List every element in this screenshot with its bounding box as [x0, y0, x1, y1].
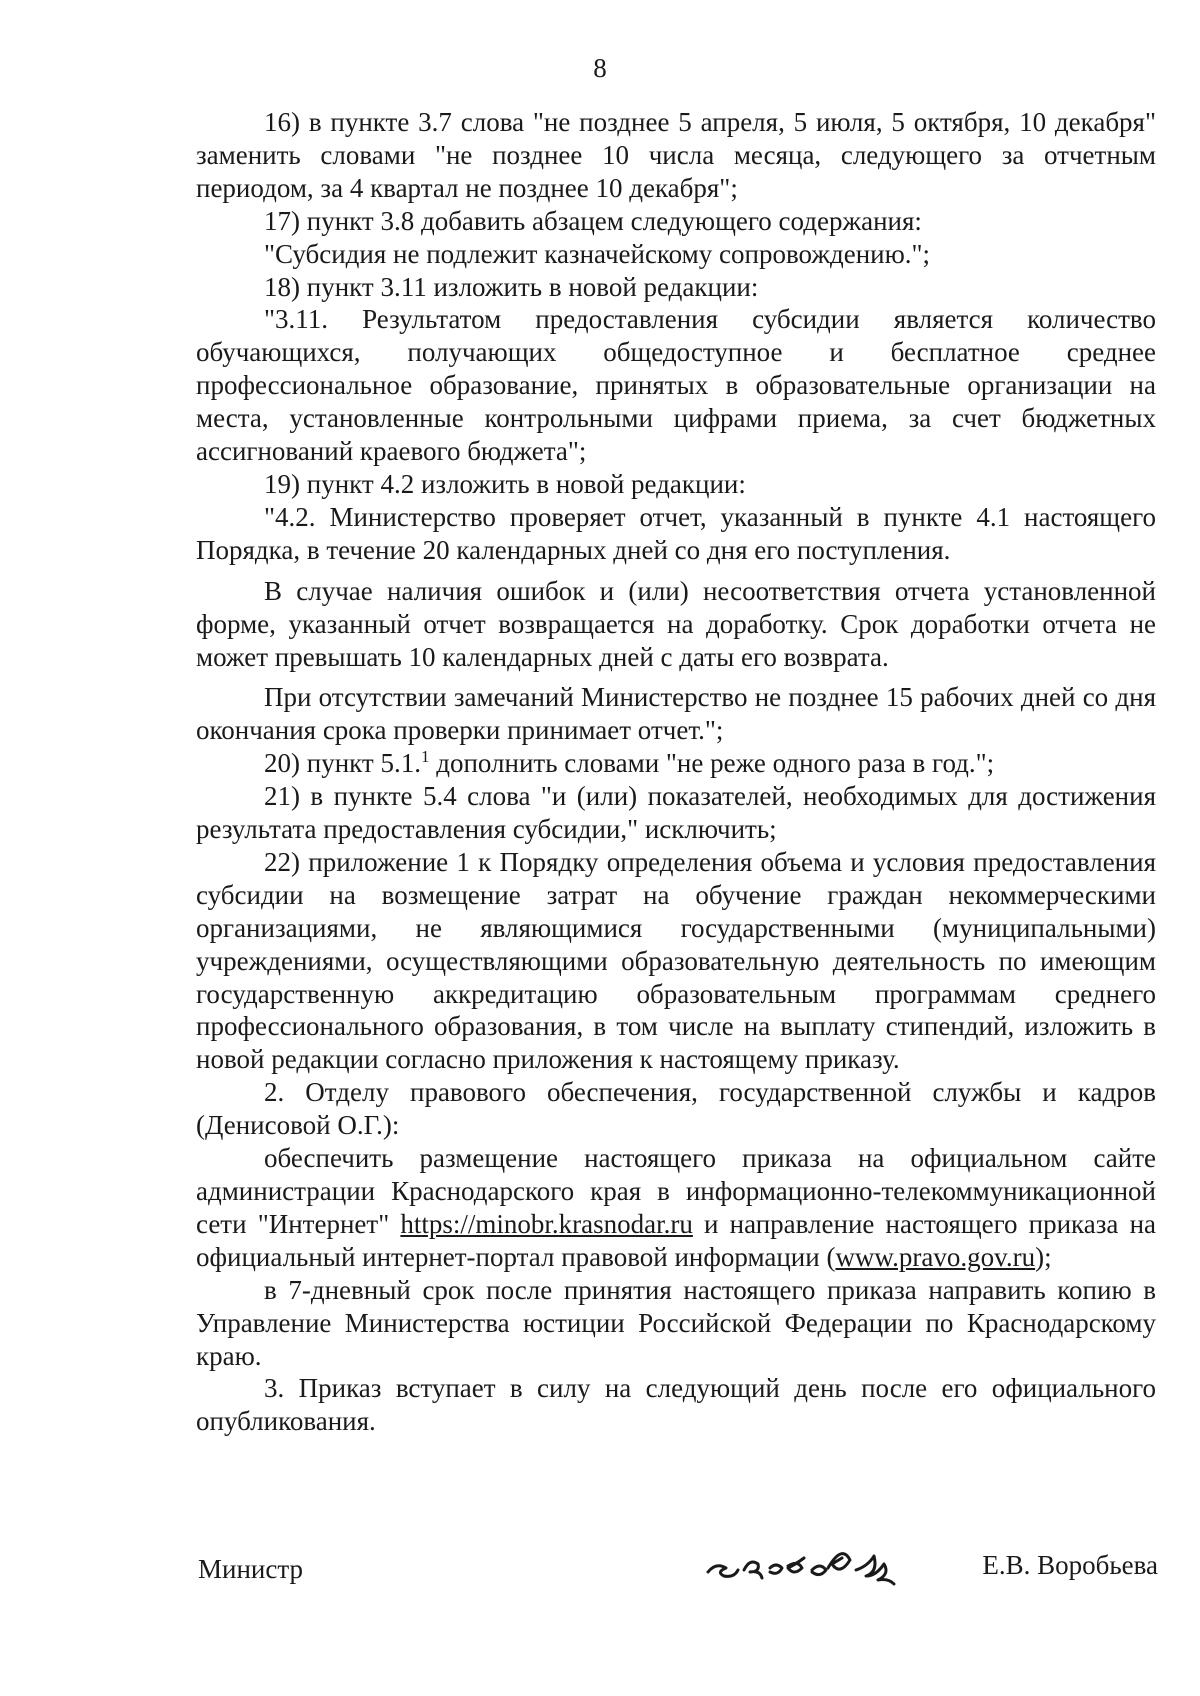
handwritten-signature: [700, 1530, 960, 1600]
signer-name: Е.В. Воробьева: [982, 1550, 1158, 1580]
document-body: [196, 106, 1156, 1438]
item-19: 19) пункт 4.2 изложить в новой редакции:: [264, 468, 746, 499]
item-19-quote-2: В случае наличия ошибок и (или) несоответствия отчета установленной форме, указанный отчет возвращается на доработку. Срок доработки отчета не может превышать 10 календарных дней с даты его возврата.: [196, 575, 1156, 672]
page-number: 8: [593, 53, 607, 83]
section-2-intro: 2. Отделу правового обеспечения, государственной службы и кадров (Денисовой О.Г.):: [196, 1077, 1156, 1141]
item-16: 16) в пункте 3.7 слова "не позднее 5 апреля, 5 июля, 5 октября, 10 декабря" заменить словами "не позднее 10 числа месяца, следующего за отчетным периодом, за 4 квартал не позднее 10 декабря";: [196, 107, 1156, 203]
item-19-quote-1: "4.2. Министерство проверяет отчет, указанный в пункте 4.1 настоящего Порядка, в течение 20 календарных дней со дня его поступления.: [196, 501, 1156, 565]
item-20-superscript: 1: [420, 747, 430, 767]
section-2-ministry: в 7-дневный срок после принятия настоящего приказа направить копию в Управление Министерства юстиции Российской Федерации по Краснодарскому краю.: [196, 1274, 1156, 1371]
signer-title: Министр: [198, 1554, 303, 1584]
item-20-end: дополнить словами "не реже одного раза в год.";: [429, 748, 995, 779]
item-18-quote: "3.11. Результатом предоставления субсидии является количество обучающихся, получающих общедоступное и бесплатное среднее профессиональное образование, принятых в образовательные организации на места, установленные контрольными цифрами приема, за счет бюджетных ассигнований краевого бюджета";: [196, 304, 1156, 467]
pravo-portal-link[interactable]: www.pravo.gov.ru: [835, 1241, 1036, 1272]
item-22: 22) приложение 1 к Порядку определения объема и условия предоставления субсидии на возмещение затрат на обучение граждан некоммерческими организациями, не являющимися государственными (муниципальными) учреждениями, осуществляющими образовательную деятельность по имеющим государственную аккредитацию образовательным программам среднего профессионального образования, в том числе на выплату стипендий, изложить в новой редакции согласно приложения к настоящему приказу.: [196, 846, 1156, 1075]
minobr-site-link[interactable]: https://minobr.krasnodar.ru: [400, 1208, 693, 1239]
section-3: 3. Приказ вступает в силу на следующий день после его официального опубликования.: [196, 1373, 1156, 1437]
item-20-start: 20) пункт 5.1.: [264, 748, 421, 779]
publish-text-middle: и направление настоящего приказа на официальный интернет-портал правовой информации (: [196, 1208, 1156, 1272]
item-17: 17) пункт 3.8 добавить абзацем следующего содержания:: [264, 205, 922, 236]
publish-text-end: );: [1035, 1241, 1052, 1272]
item-21: 21) в пункте 5.4 слова "и (или) показателей, необходимых для достижения результата предоставления субсидии," исключить;: [196, 781, 1156, 845]
section-2-publish: [196, 1142, 1156, 1274]
signature-block: [0, 1530, 1200, 1610]
item-19-quote-3: При отсутствии замечаний Министерство не позднее 15 рабочих дней со дня окончания срока проверки принимает отчет.";: [196, 682, 1156, 746]
item-18: 18) пункт 3.11 изложить в новой редакции:: [264, 271, 759, 302]
publish-text-start: обеспечить размещение настоящего приказа на официальном сайте администрации Краснодарского края в информационно-телекоммуникационной сети "Интернет": [196, 1143, 1156, 1239]
item-17-quote: "Субсидия не подлежит казначейскому сопровождению.";: [264, 238, 931, 269]
item-20: [196, 747, 1156, 780]
